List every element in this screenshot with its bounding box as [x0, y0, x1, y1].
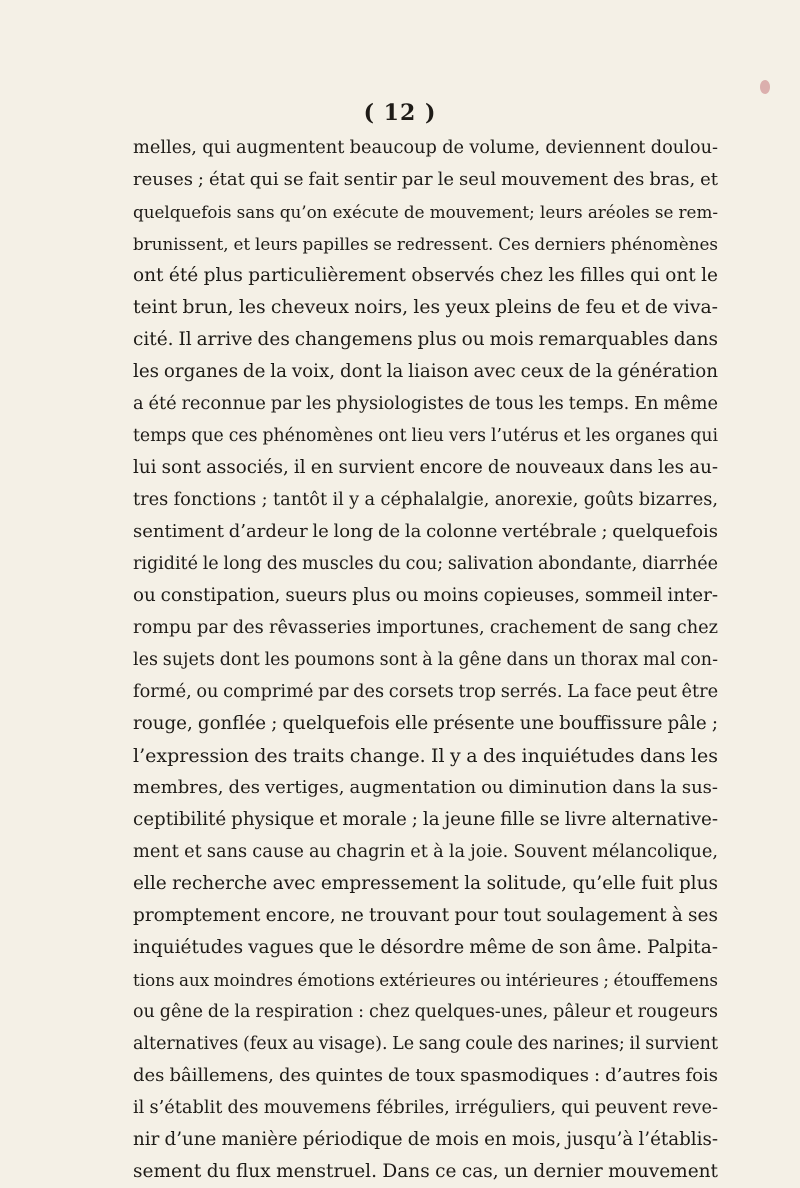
- text-line: l’expression des traits change. Il y a des inquiétudes dans les: [133, 745, 718, 767]
- text-line: inquiétudes vagues que le désordre même de son âme. Palpita-: [133, 937, 718, 958]
- text-line: melles, qui augmentent beaucoup de volume, deviennent doulou-: [133, 138, 718, 158]
- text-line: teint brun, les cheveux noirs, les yeux pleins de feu et de viva-: [133, 297, 718, 318]
- text-line: sement du flux menstruel. Dans ce cas, un dernier mouvement: [133, 1161, 718, 1182]
- text-line: rompu par des rêvasseries importunes, crachement de sang chez: [133, 618, 718, 638]
- text-line: ont été plus particulièrement observés chez les filles qui ont le: [133, 265, 718, 286]
- text-line: elle recherche avec empressement la solitude, qu’elle fuit plus: [133, 873, 718, 894]
- text-line: rigidité le long des muscles du cou; salivation abondante, diarrhée: [133, 554, 718, 574]
- text-line: ou constipation, sueurs plus ou moins copieuses, sommeil inter-: [133, 585, 718, 606]
- text-line: il s’établit des mouvemens fébriles, irréguliers, qui peuvent reve-: [133, 1098, 718, 1118]
- text-line: sentiment d’ardeur le long de la colonne vertébrale ; quelquefois: [133, 521, 719, 542]
- text-line: rouge, gonflée ; quelquefois elle présente une bouffissure pâle ;: [133, 713, 718, 734]
- text-line: membres, des vertiges, augmentation ou diminution dans la sus-: [133, 777, 718, 798]
- text-line: tions aux moindres émotions extérieures ou intérieures ; étouffemens: [133, 970, 718, 990]
- text-line: brunissent, et leurs papilles se redressent. Ces derniers phénomènes: [133, 234, 718, 254]
- text-line: les sujets dont les poumons sont à la gêne dans un thorax mal con-: [133, 650, 718, 670]
- paper-stain: [760, 80, 770, 94]
- text-line: tres fonctions ; tantôt il y a céphalalgie, anorexie, goûts bizarres,: [133, 490, 718, 510]
- text-line: alternatives (feux au visage). Le sang coule des narines; il survient: [133, 1034, 718, 1054]
- text-line: cité. Il arrive des changemens plus ou mois remarquables dans: [133, 329, 718, 350]
- text-line: reuses ; état qui se fait sentir par le seul mouvement des bras, et: [133, 169, 718, 190]
- text-line: lui sont associés, il en survient encore de nouveaux dans les au-: [133, 457, 718, 478]
- text-line: ou gêne de la respiration : chez quelques-unes, pâleur et rougeurs: [133, 1002, 718, 1022]
- body-text: [133, 132, 718, 1188]
- text-line: ceptibilité physique et morale ; la jeune fille se livre alternative-: [133, 809, 718, 830]
- text-line: formé, ou comprimé par des corsets trop serrés. La face peut être: [133, 682, 719, 702]
- text-line: quelquefois sans qu’on exécute de mouvement; leurs aréoles se rem-: [133, 202, 718, 222]
- text-line: ment et sans cause au chagrin et à la joie. Souvent mélancolique,: [133, 842, 718, 862]
- page-number: ( 12 ): [363, 100, 437, 126]
- text-line: des bâillemens, des quintes de toux spasmodiques : d’autres fois: [133, 1065, 718, 1086]
- text-line: temps que ces phénomènes ont lieu vers l’utérus et les organes qui: [133, 426, 718, 446]
- text-line: nir d’une manière périodique de mois en mois, jusqu’à l’établis-: [133, 1129, 718, 1150]
- text-line: les organes de la voix, dont la liaison avec ceux de la génération: [133, 361, 718, 382]
- text-line: promptement encore, ne trouvant pour tout soulagement à ses: [133, 905, 718, 926]
- text-line: a été reconnue par les physiologistes de tous les temps. En même: [133, 394, 718, 414]
